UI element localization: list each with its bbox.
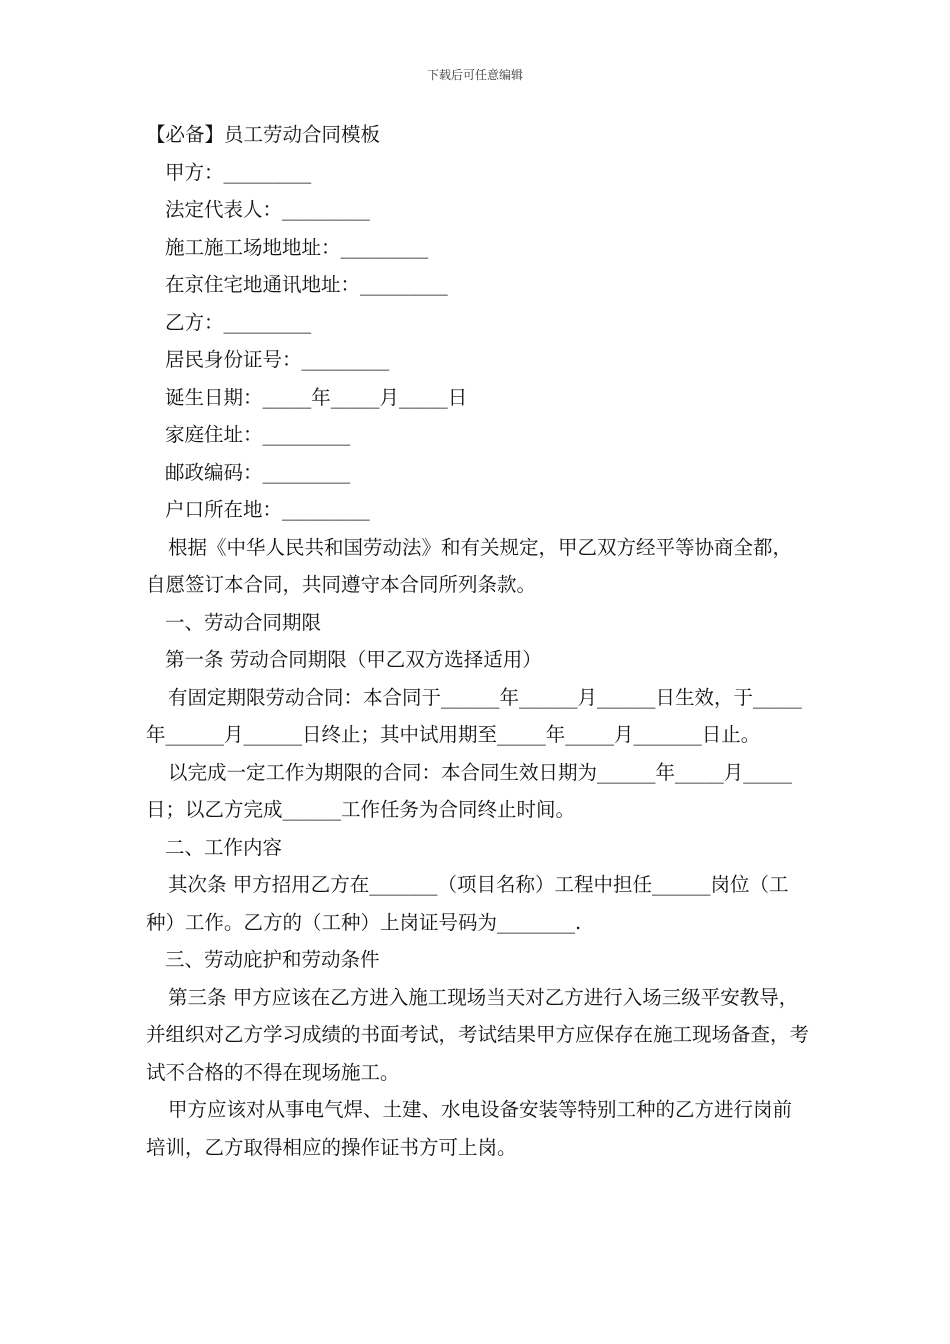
document-title: 【必备】员工劳动合同模板 bbox=[146, 123, 381, 146]
section-3-heading: 三、劳动庇护和劳动条件 bbox=[165, 948, 380, 971]
article-2-paragraph: 其次条 甲方招用乙方在_______（项目名称）工程中担任______岗位（工种）工作。乙方的（工种）上岗证号码为________. bbox=[146, 873, 789, 934]
construction-site-address-field: 施工施工场地地址：_________ bbox=[165, 235, 429, 259]
training-paragraph: 甲方应该对从事电气焊、土建、水电设备安装等特别工种的乙方进行岗前培训，乙方取得相应的操作证书方可上岗。 bbox=[146, 1098, 793, 1159]
task-term-paragraph: 以完成一定工作为期限的合同：本合同生效日期为______年_____月_____日；以乙方完成______工作任务为合同终止时间。 bbox=[146, 760, 793, 821]
party-b-field: 乙方：_________ bbox=[165, 310, 312, 334]
article-1-title: 第一条 劳动合同期限（甲乙双方选择适用） bbox=[165, 648, 542, 671]
page-header-note: 下载后可任意编辑 bbox=[426, 68, 523, 82]
postal-code-field: 邮政编码：_________ bbox=[165, 460, 351, 484]
intro-paragraph: 根据《中华人民共和国劳动法》和有关规定，甲乙双方经平等协商全都，自愿签订本合同，共同遵守本合同所列条款。 bbox=[146, 535, 793, 596]
article-3-paragraph: 第三条 甲方应该在乙方进入施工现场当天对乙方进行入场三级平安教导，并组织对乙方学习成绩的书面考试，考试结果甲方应保存在施工现场备查，考试不合格的不得在现场施工。 bbox=[146, 985, 810, 1084]
party-a-field: 甲方：_________ bbox=[165, 160, 312, 184]
fixed-term-paragraph: 有固定期限劳动合同：本合同于______年______月______日生效，于_____年______月______日终止；其中试用期至_____年_____月_______日止。 bbox=[146, 685, 802, 746]
contract-body bbox=[146, 116, 810, 1166]
beijing-address-field: 在京住宅地通讯地址：_________ bbox=[165, 273, 448, 296]
section-2-heading: 二、工作内容 bbox=[165, 835, 283, 859]
hukou-location-field: 户口所在地：_________ bbox=[165, 498, 370, 521]
birth-date-field: 诞生日期：_____年_____月_____日 bbox=[165, 385, 468, 409]
id-number-field: 居民身份证号：_________ bbox=[165, 348, 390, 371]
legal-representative-field: 法定代表人：_________ bbox=[165, 198, 370, 221]
home-address-field: 家庭住址：_________ bbox=[165, 423, 351, 446]
section-1-heading: 一、劳动合同期限 bbox=[165, 610, 322, 634]
